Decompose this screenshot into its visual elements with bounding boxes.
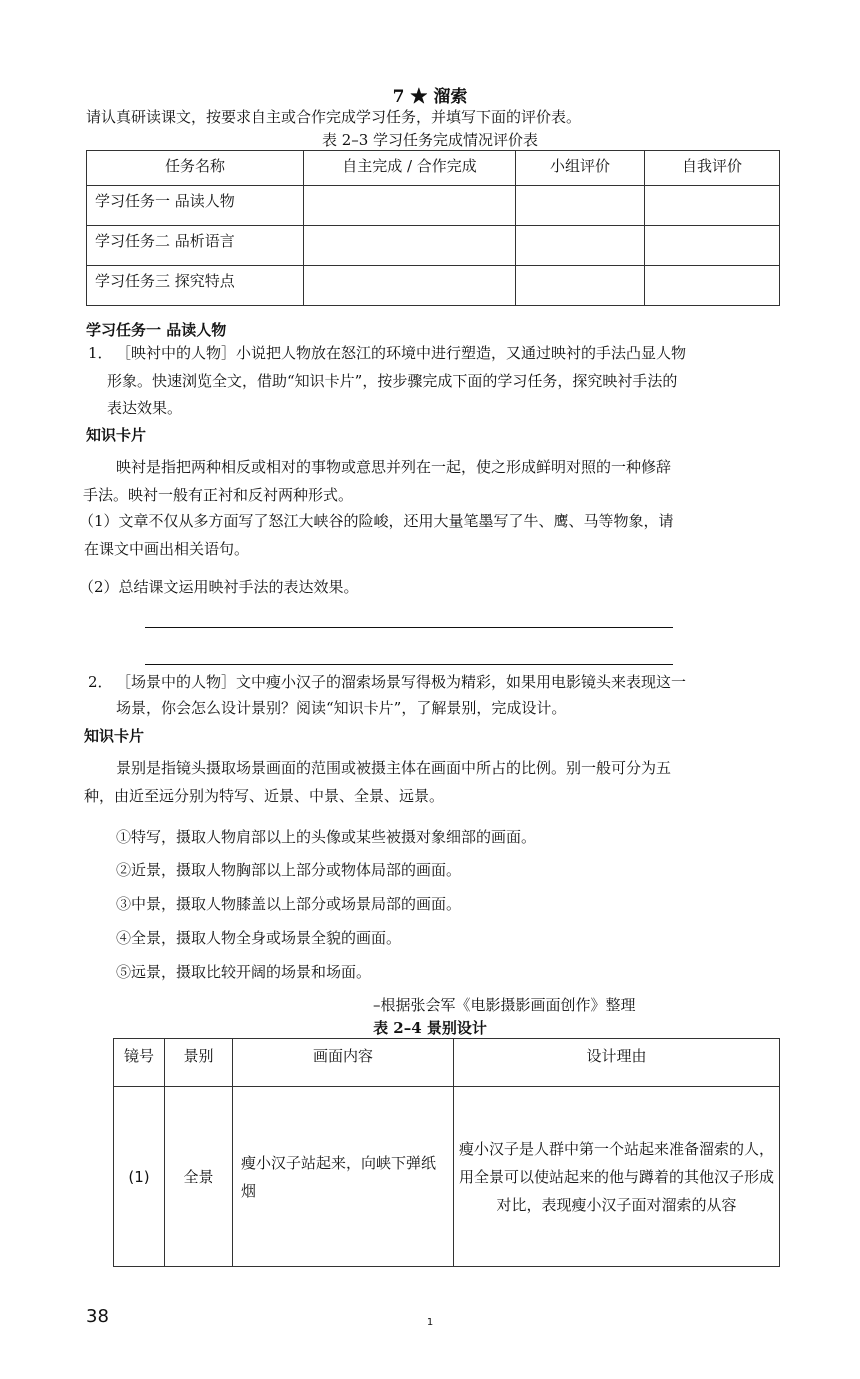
q1-number: 1． bbox=[88, 344, 113, 362]
sub-question-2: （2）总结课文运用映衬手法的表达效果。 bbox=[79, 578, 359, 596]
self-eval-input-cell[interactable] bbox=[645, 266, 780, 306]
q1-line2: 形象。快速浏览全文，借助“知识卡片”，按步骤完成下面的学习任务，探究映衬手法的 bbox=[107, 372, 678, 390]
table-row bbox=[87, 266, 780, 306]
table2-caption: 表 2–4 景别设计 bbox=[373, 1019, 487, 1037]
instruction-text: 请认真研读课文，按要求自主或合作完成学习任务，并填写下面的评价表。 bbox=[86, 108, 582, 126]
shot-type-item: ②近景，摄取人物胸部以上部分或物体局部的画面。 bbox=[116, 861, 462, 879]
table-row bbox=[87, 186, 780, 226]
shot-design-table bbox=[113, 1038, 780, 1267]
header-cell: 画面内容 bbox=[233, 1039, 454, 1087]
completion-input-cell[interactable] bbox=[304, 226, 516, 266]
knowledge-card-label: 知识卡片 bbox=[84, 727, 145, 745]
shot-number-cell: (1) bbox=[114, 1087, 165, 1267]
q1-line1: ［映衬中的人物］小说把人物放在怒江的环境中进行塑造，又通过映衬的手法凸显人物 bbox=[116, 344, 687, 362]
source-note: –根据张会军《电影摄影画面创作》整理 bbox=[373, 996, 636, 1014]
card1-line2: 手法。映衬一般有正衬和反衬两种形式。 bbox=[83, 486, 354, 504]
answer-line[interactable] bbox=[145, 664, 673, 665]
group-eval-input-cell[interactable] bbox=[516, 226, 645, 266]
header-cell: 景别 bbox=[165, 1039, 233, 1087]
header-cell: 任务名称 bbox=[87, 151, 304, 186]
table-row bbox=[87, 226, 780, 266]
shot-type-cell: 全景 bbox=[165, 1087, 233, 1267]
card1-line1: 映衬是指把两种相反或相对的事物或意思并列在一起，使之形成鲜明对照的一种修辞 bbox=[116, 458, 672, 476]
scene-content-cell: 瘦小汉子站起来，向峡下弹纸烟 bbox=[233, 1087, 454, 1267]
evaluation-table bbox=[86, 150, 780, 306]
shot-type-item: ④全景，摄取人物全身或场景全貌的画面。 bbox=[116, 929, 402, 947]
knowledge-card-label: 知识卡片 bbox=[86, 426, 147, 444]
sub-question-1-line1: （1）文章不仅从多方面写了怒江大峡谷的险峻，还用大量笔墨写了牛、鹰、马等物象，请 bbox=[79, 512, 674, 530]
self-eval-input-cell[interactable] bbox=[645, 226, 780, 266]
q2-number: 2． bbox=[88, 673, 113, 691]
card2-line2: 种，由近至远分别为特写、近景、中景、全景、远景。 bbox=[84, 787, 445, 805]
table-header-row bbox=[87, 151, 780, 186]
task-name-cell: 学习任务二 品析语言 bbox=[87, 226, 304, 266]
shot-type-item: ⑤远景，摄取比较开阔的场景和场面。 bbox=[116, 963, 372, 981]
header-cell: 小组评价 bbox=[516, 151, 645, 186]
table1-caption: 表 2–3 学习任务完成情况评价表 bbox=[321, 131, 539, 149]
header-cell: 自我评价 bbox=[645, 151, 780, 186]
header-cell: 自主完成 / 合作完成 bbox=[304, 151, 516, 186]
page-title: 7 ★ 溜索 bbox=[392, 87, 468, 107]
header-cell: 镜号 bbox=[114, 1039, 165, 1087]
page-number-left: 38 bbox=[86, 1306, 109, 1327]
sub-question-1-line2: 在课文中画出相关语句。 bbox=[84, 540, 250, 558]
q2-line1: ［场景中的人物］文中瘦小汉子的溜索场景写得极为精彩，如果用电影镜头来表现这一 bbox=[116, 673, 687, 691]
q1-line3: 表达效果。 bbox=[107, 399, 183, 417]
task-name-cell: 学习任务一 品读人物 bbox=[87, 186, 304, 226]
design-reason-cell: 瘦小汉子是人群中第一个站起来准备溜索的人，用全景可以使站起来的他与蹲着的其他汉子形成对比，表现瘦小汉子面对溜索的从容 bbox=[454, 1087, 780, 1267]
answer-line[interactable] bbox=[145, 627, 673, 628]
card2-line1: 景别是指镜头摄取场景画面的范围或被摄主体在画面中所占的比例。别一般可分为五 bbox=[116, 759, 672, 777]
self-eval-input-cell[interactable] bbox=[645, 186, 780, 226]
header-cell: 设计理由 bbox=[454, 1039, 780, 1087]
task1-heading: 学习任务一 品读人物 bbox=[86, 321, 227, 339]
task-name-cell: 学习任务三 探究特点 bbox=[87, 266, 304, 306]
completion-input-cell[interactable] bbox=[304, 266, 516, 306]
table-row bbox=[114, 1087, 780, 1267]
group-eval-input-cell[interactable] bbox=[516, 186, 645, 226]
group-eval-input-cell[interactable] bbox=[516, 266, 645, 306]
completion-input-cell[interactable] bbox=[304, 186, 516, 226]
shot-type-item: ③中景，摄取人物膝盖以上部分或场景局部的画面。 bbox=[116, 895, 462, 913]
shot-type-item: ①特写，摄取人物肩部以上的头像或某些被摄对象细部的画面。 bbox=[116, 828, 537, 846]
table-header-row bbox=[114, 1039, 780, 1087]
page-number-center: 1 bbox=[426, 1317, 434, 1328]
q2-line2: 场景，你会怎么设计景别？阅读“知识卡片”，了解景别，完成设计。 bbox=[116, 699, 567, 717]
